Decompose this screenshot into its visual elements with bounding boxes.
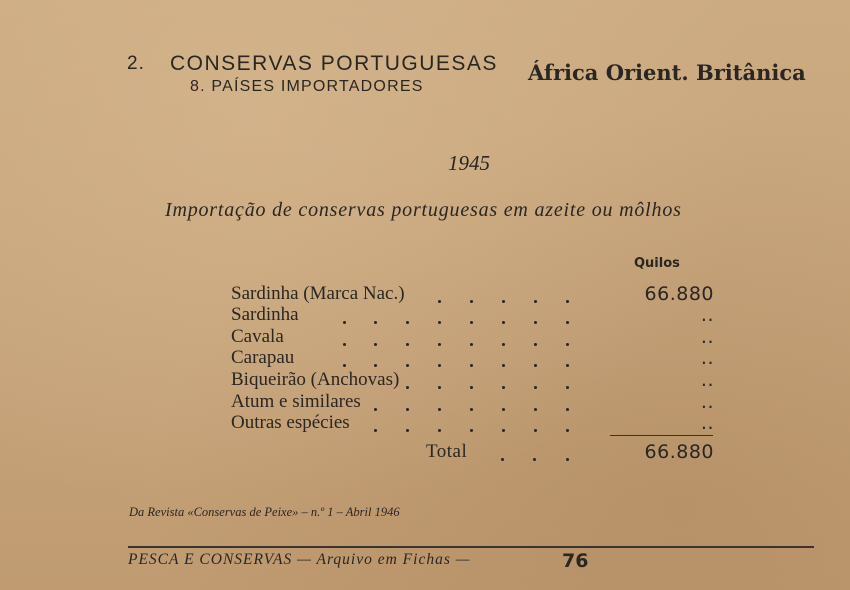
leader-dot — [502, 429, 505, 432]
unit-header: Quilos — [634, 256, 680, 271]
row-label: Sardinha (Marca Nac.) — [231, 283, 405, 304]
row-label: Atum e similares — [231, 391, 361, 412]
leader-dot — [566, 458, 569, 461]
leader-dot — [374, 321, 377, 324]
leader-dot — [470, 364, 473, 367]
subtotal-rule — [610, 435, 713, 436]
year: 1945 — [448, 151, 490, 175]
leader-dot — [566, 364, 569, 367]
total-label: Total — [426, 441, 468, 462]
section-title: CONSERVAS PORTUGUESAS — [170, 52, 498, 75]
row-value: .. — [700, 412, 714, 434]
leader-dot — [566, 429, 569, 432]
leader-dot — [343, 321, 346, 324]
leader-dot — [438, 386, 441, 389]
leader-dot — [470, 300, 473, 303]
footer-text: PESCA E CONSERVAS — Arquivo em Fichas — — [128, 551, 471, 568]
row-label: Sardinha — [231, 304, 299, 325]
leader-dot — [566, 386, 569, 389]
row-value: .. — [700, 369, 714, 391]
leader-dot — [470, 408, 473, 411]
leader-dot — [502, 343, 505, 346]
leader-dot — [566, 408, 569, 411]
leader-dot — [534, 429, 537, 432]
leader-dot — [566, 321, 569, 324]
leader-dot — [533, 458, 536, 461]
leader-dot — [502, 300, 505, 303]
leader-dot — [502, 408, 505, 411]
leader-dot — [438, 408, 441, 411]
leader-dot — [566, 300, 569, 303]
leader-dot — [470, 386, 473, 389]
leader-dot — [343, 343, 346, 346]
leader-dot — [406, 408, 409, 411]
leader-dot — [374, 343, 377, 346]
leader-dot — [501, 458, 504, 461]
row-value: 66.880 — [644, 283, 714, 305]
leader-dot — [502, 364, 505, 367]
leader-dot — [534, 343, 537, 346]
leader-dot — [534, 364, 537, 367]
footer-rule — [128, 546, 814, 548]
row-label: Cavala — [231, 326, 284, 347]
leader-dot — [534, 386, 537, 389]
page-number: 76 — [562, 550, 589, 572]
row-value: .. — [700, 391, 714, 413]
leader-dot — [406, 429, 409, 432]
row-label: Biqueirão (Anchovas) — [231, 369, 400, 390]
leader-dot — [343, 364, 346, 367]
row-value: .. — [700, 347, 714, 369]
leader-dot — [534, 408, 537, 411]
leader-dot — [438, 343, 441, 346]
leader-dot — [470, 321, 473, 324]
leader-dot — [566, 343, 569, 346]
leader-dot — [438, 429, 441, 432]
leader-dot — [406, 321, 409, 324]
source-note: Da Revista «Conservas de Peixe» – n.º 1 – Abril 1946 — [129, 505, 400, 519]
row-value: .. — [700, 326, 714, 348]
leader-dot — [374, 364, 377, 367]
row-label: Carapau — [231, 347, 295, 368]
leader-dot — [374, 429, 377, 432]
leader-dot — [534, 300, 537, 303]
leader-dot — [438, 364, 441, 367]
leader-dot — [406, 386, 409, 389]
leader-dot — [406, 343, 409, 346]
leader-dot — [406, 364, 409, 367]
row-label: Outras espécies — [231, 412, 350, 433]
leader-dot — [470, 343, 473, 346]
row-value: .. — [700, 304, 714, 326]
table-heading: Importação de conservas portuguesas em azeite ou môlhos — [165, 199, 682, 221]
subsection-title: 8. PAÍSES IMPORTADORES — [190, 78, 424, 95]
leader-dot — [438, 300, 441, 303]
leader-dot — [470, 429, 473, 432]
leader-dot — [502, 321, 505, 324]
total-value: 66.880 — [644, 441, 714, 463]
leader-dot — [502, 386, 505, 389]
section-number: 2. — [127, 53, 145, 74]
country-title: África Orient. Britânica — [528, 60, 806, 85]
leader-dot — [374, 408, 377, 411]
leader-dot — [438, 321, 441, 324]
leader-dot — [534, 321, 537, 324]
